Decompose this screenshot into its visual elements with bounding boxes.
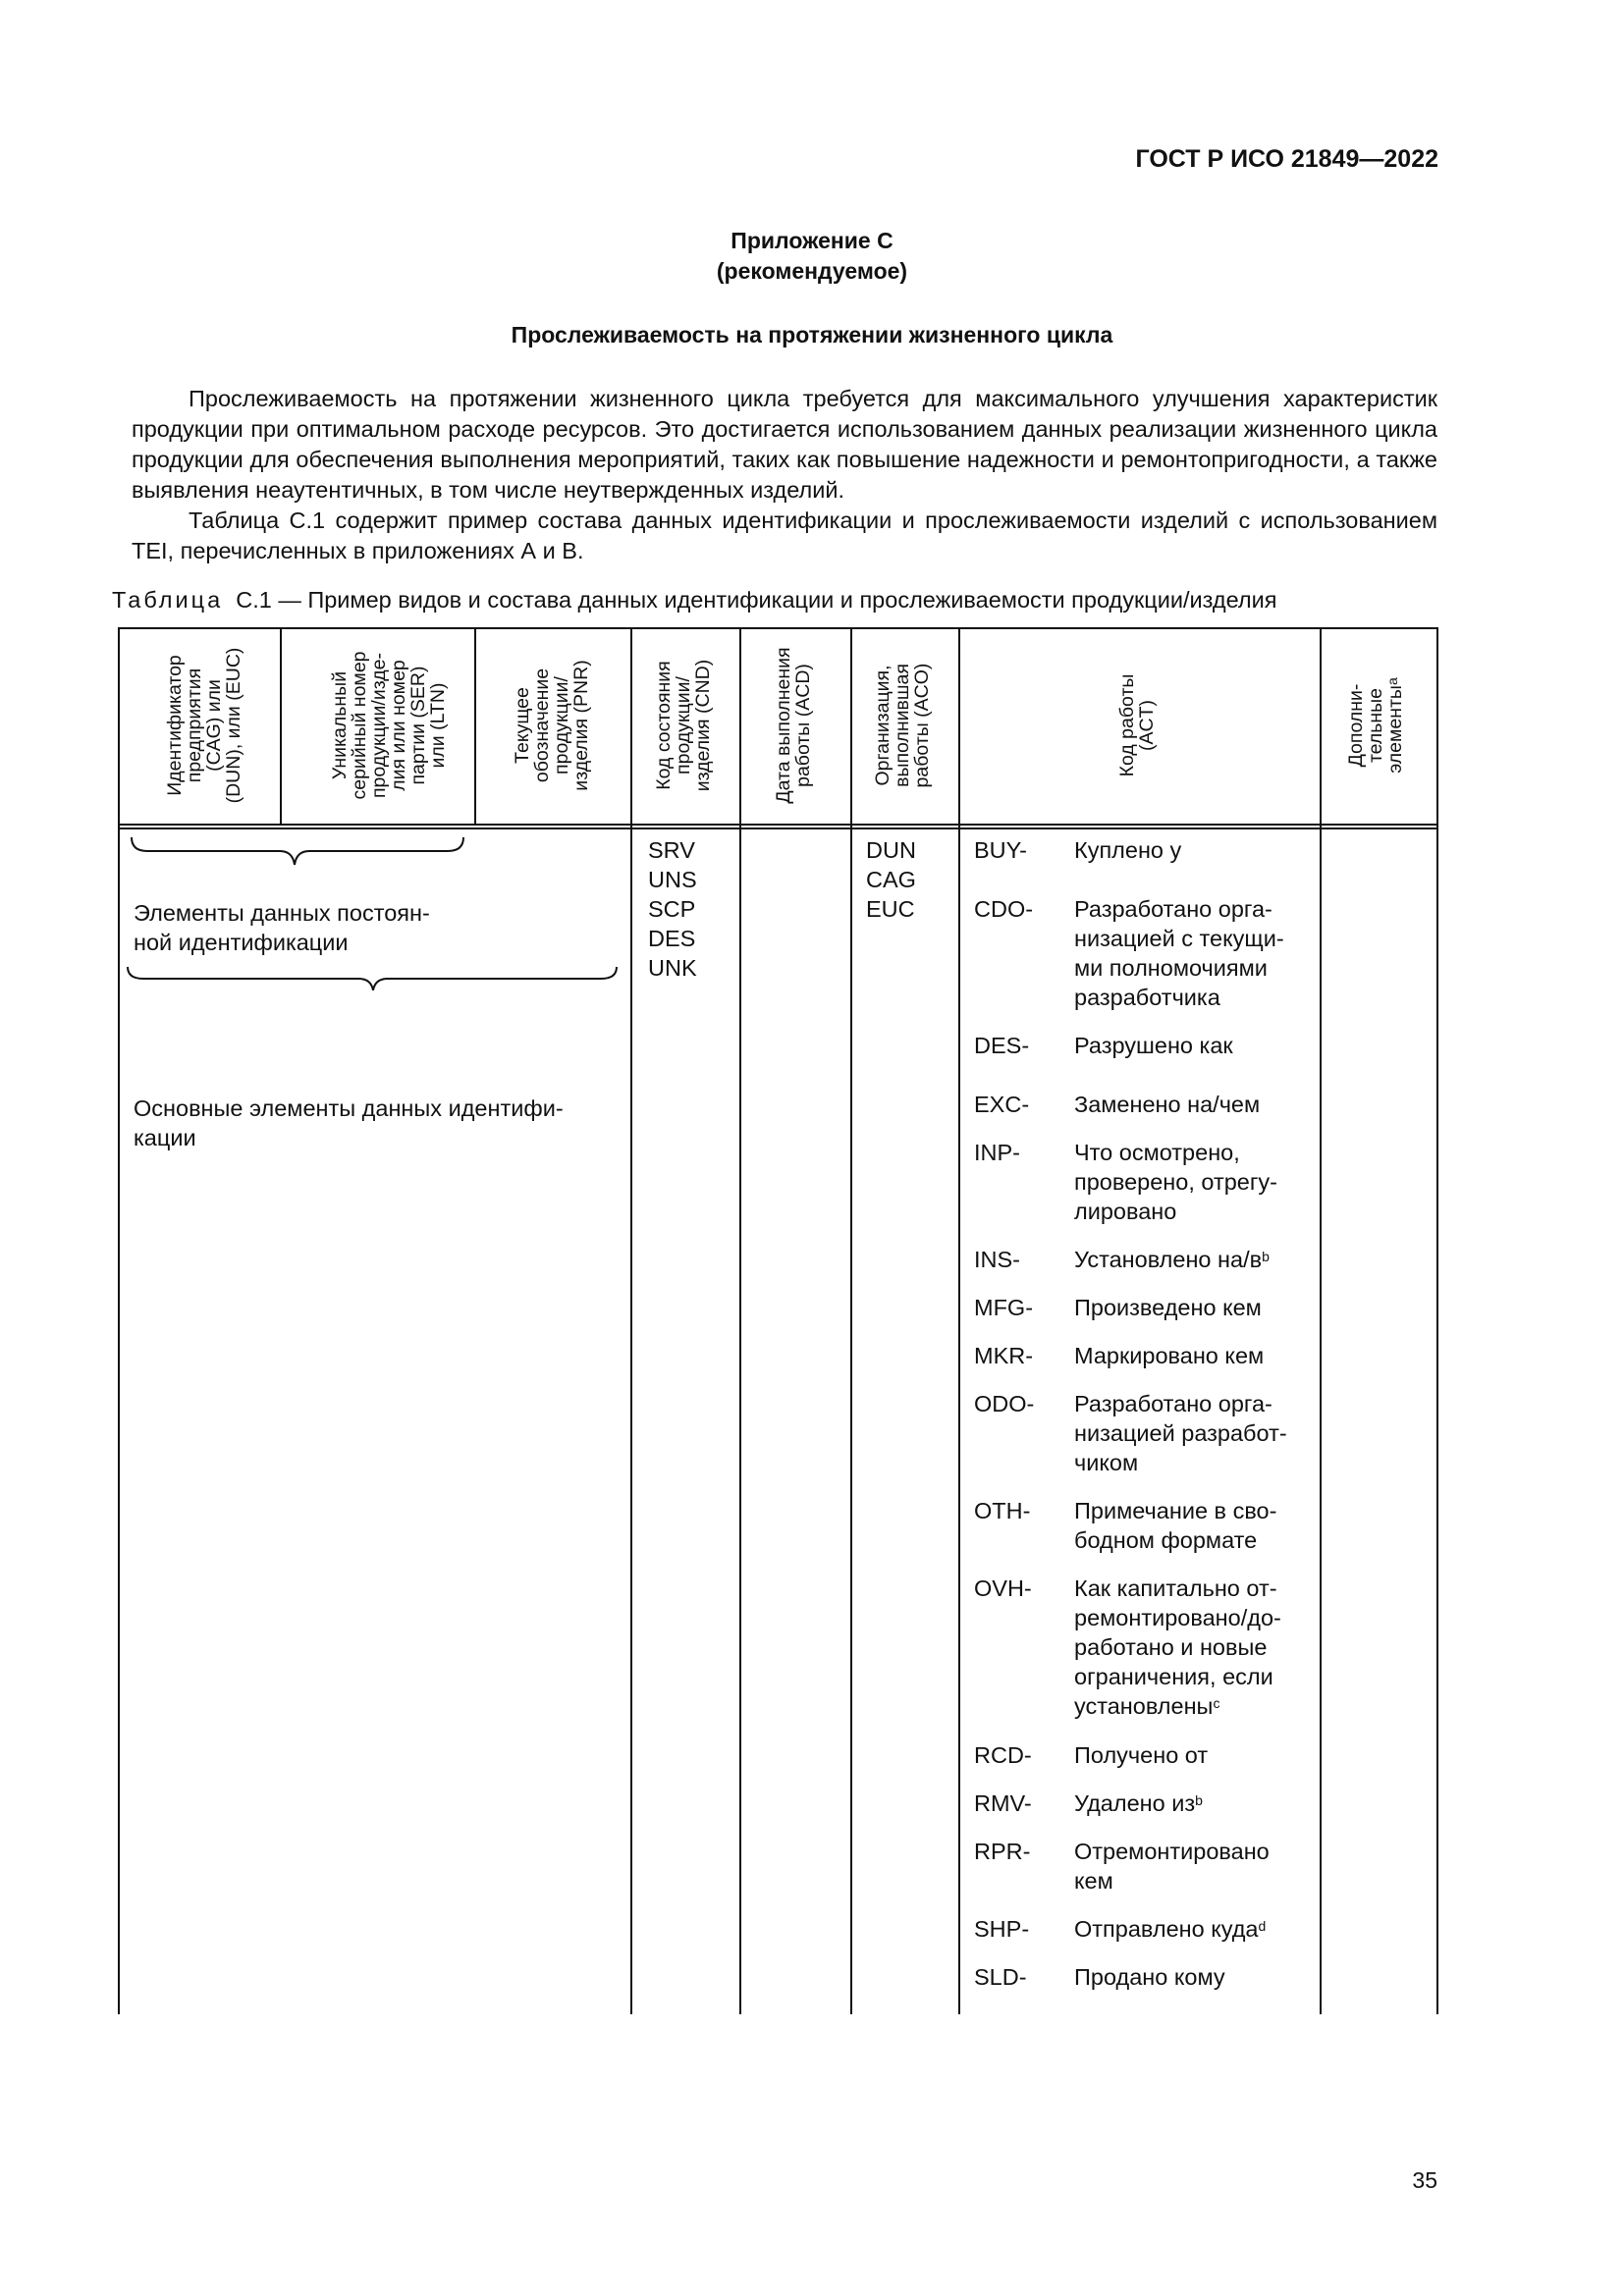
condition-code-list [648,835,697,983]
column-line-7 [1320,627,1322,2014]
organization-code-list [866,835,916,924]
group-basic-id: Основные элементы данных идентифи- кации [134,1095,564,1150]
intro-paragraph-2: Таблица С.1 содержит пример состава данных идентификации и прослеживаемости изделий с использованием TEI, перечисленных в приложениях А и В. [132,507,1437,563]
activity-code: DES- [974,1033,1030,1058]
column-line-6 [958,627,960,2014]
activity-description: Установлено $на/в^b$ [1074,1247,1270,1272]
header-activity-organization: Организация, выполнившая работы (ACO) [872,663,933,788]
organization-code: DUN [866,837,916,863]
organization-code: CAG [866,867,916,892]
table-caption: Таблица С.1 — Пример видов и состава данных идентификации и прослеживаемости продукции/изделия [112,587,1277,613]
header-separator-2 [118,828,1438,829]
brace-basic-id [128,967,617,990]
activity-description: Примечание в сво- бодном формате [1074,1498,1277,1553]
activity-description: Заменено на/чем [1074,1092,1261,1117]
column-line-4 [739,627,741,2014]
activity-code: ODO- [974,1391,1035,1416]
condition-code: UNK [648,955,697,981]
brace-permanent-id [132,837,463,865]
activity-code: MKR- [974,1343,1034,1368]
activity-code: MFG- [974,1295,1034,1320]
condition-code: SRV [648,837,695,863]
activity-description: Разработано орга- низацией с текущи- ми полномочиями разработчика [1074,896,1284,1010]
activity-description: Куплено у [1074,837,1182,863]
activity-description: Как капитально от- ремонтировано/до- работано и новые ограничения, если установлены$^c$ [1074,1575,1281,1719]
organization-code: EUC [866,896,915,922]
header-activity-code: Код работы (ACT) [1116,673,1158,777]
activity-code: SHP- [974,1916,1030,1942]
activity-description: Разработано орга- низацией разработ- чиком [1074,1391,1287,1475]
column-line-2 [474,627,476,824]
condition-code: DES [648,926,696,951]
column-line-3 [630,627,632,2014]
footnote-marker: d [1258,1918,1267,1934]
activity-description: Удалено $из^b$ [1074,1790,1203,1816]
appendix-label: Приложение С [731,228,893,253]
activity-code: SLD- [974,1964,1027,1990]
column-line-1 [280,627,282,824]
header-additional-elements: Дополни- тельные элементы$^a$ [1345,677,1406,774]
condition-code: UNS [648,867,697,892]
appendix-status: (рекомендуемое) [716,258,908,284]
activity-description: Произведено кем [1074,1295,1262,1320]
activity-description: Отправлено куда$^d$ [1074,1916,1267,1942]
appendix-title: Прослеживаемость на протяжении жизненного цикла [511,322,1113,347]
activity-description: Получено от [1074,1742,1209,1768]
column-line-right [1436,627,1438,2014]
activity-description: Отремонтировано кем [1074,1839,1270,1894]
group-permanent-id: Элементы данных постоян- ной идентификации [134,900,430,955]
page-number: 35 [1412,2167,1437,2193]
activity-code: RCD- [974,1742,1032,1768]
header-serial-number: Уникальный серийный номер продукции/изде- лия или номер партии (SER) или (LTN) [329,651,449,800]
activity-description: Что осмотрено, проверено, отрегу- лировано [1074,1140,1278,1224]
footnote-marker: b [1195,1792,1203,1808]
activity-code: OVH- [974,1575,1032,1601]
header-part-number: Текущее обозначение продукции/ изделия (PNR) [512,660,592,791]
activity-code: EXC- [974,1092,1030,1117]
activity-code: BUY- [974,837,1027,863]
header-activity-date: Дата выполнения работы (ACD) [773,647,814,804]
activity-description: Продано кому [1074,1964,1225,1990]
activity-code: INP- [974,1140,1020,1165]
column-line-5 [850,627,852,2014]
standard-designation: ГОСТ Р ИСО 21849—2022 [1135,145,1438,173]
header-separator-1 [118,824,1438,826]
activity-code: OTH- [974,1498,1031,1523]
activity-code: RMV- [974,1790,1032,1816]
activity-code: CDO- [974,896,1034,922]
activity-description: Маркировано кем [1074,1343,1265,1368]
activity-code: INS- [974,1247,1020,1272]
intro-paragraph-1: Прослеживаемость на протяжении жизненного цикла требуется для максимального улучшения характеристик продукции при оптимальном расходе ресурсов. Это достигается использованием данных реализации жизненного цикла продукции для обеспечения выполнения мероприятий, таких как повышение надежности и ремонтопригодности, а также выявления неаутентичных, в том числе неутвержденных изделий. [132,386,1437,503]
footnote-marker: b [1262,1249,1270,1264]
traceability-table [118,627,1438,2014]
activity-description: Разрушено как [1074,1033,1233,1058]
activity-code: RPR- [974,1839,1031,1864]
header-condition-code: Код состояния продукции/ изделия (CND) [653,659,714,792]
condition-code: SCP [648,896,696,922]
header-enterprise-id: Идентификатор предприятия (CAG) или (DUN), или (EUC) [164,647,244,804]
footnote-marker: a [1384,677,1400,686]
footnote-marker: c [1213,1695,1220,1711]
